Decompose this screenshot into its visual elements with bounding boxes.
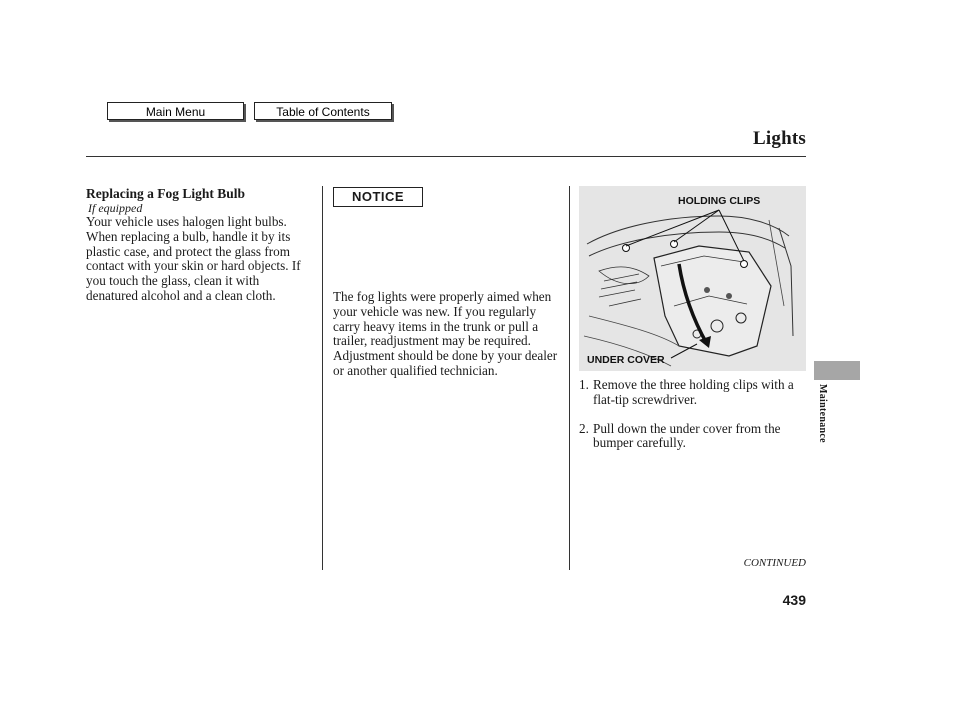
bumper-drawing — [579, 186, 806, 371]
under-cover-label: UNDER COVER — [587, 354, 665, 366]
fog-aim-text: The fog lights were properly aimed when your vehicle was new. If you regularly carry heavy items in the trunk or pull a trailer, readjustment may be required. Adjustment should be done by your dealer or another qualified technician. — [333, 289, 558, 378]
step-number: 2. — [579, 420, 589, 436]
section-heading: Replacing a Fog Light Bulb — [86, 186, 246, 201]
table-of-contents-button[interactable]: Table of Contents — [254, 102, 392, 120]
continued-label: CONTINUED — [743, 557, 806, 569]
under-cover-illustration — [579, 186, 806, 371]
page-title: Lights — [753, 128, 806, 149]
step-list — [579, 378, 807, 465]
section-tab — [814, 361, 860, 380]
header-divider — [86, 156, 806, 157]
column-divider — [569, 186, 570, 570]
step-text: Remove the three holding clips with a flat-tip screwdriver. — [593, 377, 794, 407]
main-menu-button[interactable]: Main Menu — [107, 102, 244, 120]
column-divider — [322, 186, 323, 570]
page-number: 439 — [782, 592, 806, 608]
middle-column — [333, 186, 559, 378]
section-tab-label: Maintenance — [817, 384, 828, 443]
notice-badge: NOTICE — [333, 187, 423, 207]
left-column — [86, 186, 314, 304]
section-body: Your vehicle uses halogen light bulbs. When replacing a bulb, handle it by its plastic case, and protect the glass from contact with your skin or hard objects. If you touch the glass, clean it with denatured alcohol and a clean cloth. — [86, 214, 301, 303]
step-item — [579, 422, 807, 452]
step-text: Pull down the under cover from the bumper carefully. — [593, 420, 781, 451]
section-subheading: If equipped — [88, 201, 143, 215]
step-number: 1. — [579, 377, 589, 392]
holding-clips-label: HOLDING CLIPS — [678, 195, 761, 207]
step-item — [579, 378, 807, 408]
